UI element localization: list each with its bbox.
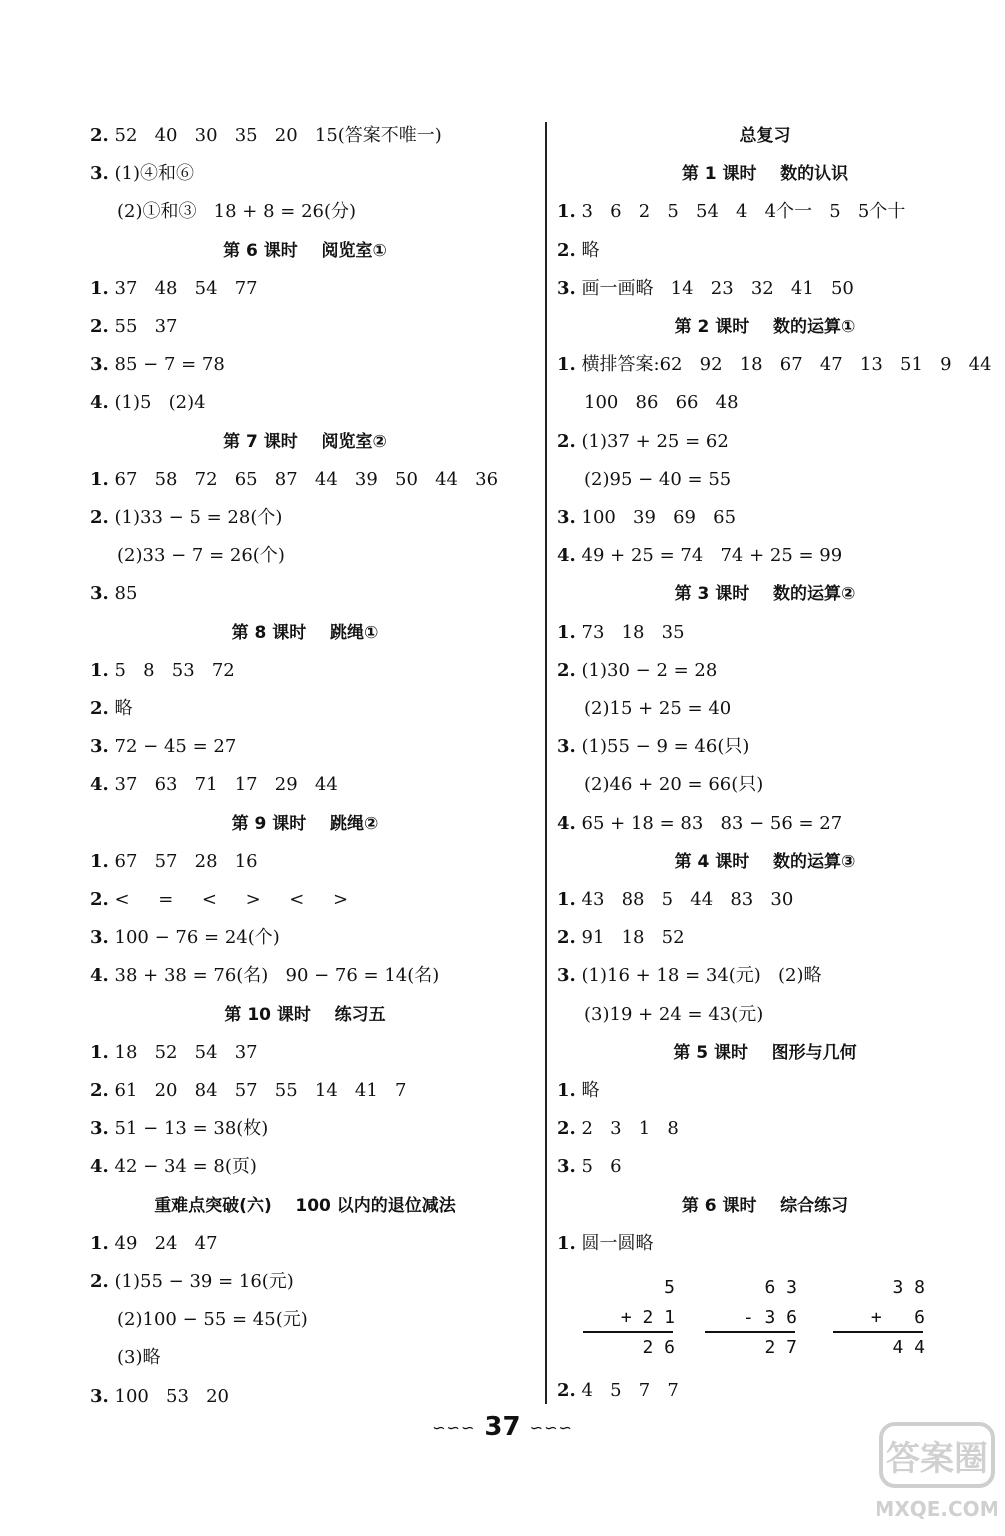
answer-text: 67 58 72 65 87 44 39 50 44 36: [108, 468, 499, 490]
answer-text: (1)30 − 2 = 28: [575, 659, 718, 681]
answer-line: [90, 392, 206, 414]
answer-text: (1)37 + 25 = 62: [575, 430, 729, 452]
answer-text: 100 53 20: [108, 1385, 230, 1407]
answer-line: [90, 889, 348, 911]
question-number: 2.: [557, 1118, 576, 1140]
question-number: 1.: [557, 1232, 576, 1254]
page-footer: [0, 1412, 1005, 1442]
question-number: 2.: [557, 239, 576, 261]
question-number: 2.: [90, 316, 109, 337]
answer-text: (3)略: [117, 1347, 161, 1369]
question-number: 1.: [90, 850, 109, 872]
question-number: 2.: [90, 1271, 109, 1292]
answer-line: [557, 965, 822, 987]
svg-text:MXQE.COM: MXQE.COM: [877, 1497, 997, 1521]
section-heading: 第 5 课时 图形与几何: [673, 1042, 857, 1063]
section-heading: 第 1 课时 数的认识: [681, 164, 849, 185]
answer-text: 42 − 34 = 8(页): [108, 1156, 257, 1178]
answer-line: [557, 622, 685, 644]
answer-line: [117, 1309, 308, 1331]
answer-line: [557, 1156, 622, 1178]
calc-underline: [583, 1331, 673, 1333]
answer-text: 横排答案:62 92 18 67 47 13 51 9 44: [575, 354, 992, 376]
question-number: 3.: [90, 1385, 109, 1407]
answer-line: [557, 507, 736, 529]
question-number: 1.: [90, 468, 109, 490]
answer-line: [90, 469, 498, 491]
question-number: 1.: [557, 621, 576, 643]
answer-text: (2)100 − 55 = 45(元): [117, 1309, 308, 1331]
answer-line: [90, 660, 235, 682]
svg-text:答案圈: 答案圈: [886, 1439, 988, 1479]
question-number: 1.: [557, 201, 576, 223]
watermark-logo: [877, 1416, 997, 1526]
answer-line: [90, 1080, 406, 1102]
answer-line: [90, 1118, 268, 1140]
question-number: 1.: [557, 354, 576, 376]
question-number: 4.: [90, 392, 109, 414]
answer-line: [90, 1271, 294, 1293]
answer-text: 49 24 47: [108, 1232, 218, 1254]
question-number: 2.: [90, 125, 109, 146]
answer-text: (2)33 − 7 = 26(个): [117, 545, 285, 567]
question-number: 2.: [557, 1380, 576, 1401]
section-heading: 第 4 课时 数的运算③: [674, 851, 856, 872]
section-heading: 第 3 课时 数的运算②: [674, 584, 856, 605]
answer-text: 73 18 35: [575, 621, 685, 643]
answer-text: 49 + 25 = 74 74 + 25 = 99: [575, 545, 843, 567]
answer-text: 37 48 54 77: [108, 277, 258, 299]
vertical-calculation: [583, 1273, 675, 1363]
answer-line: [117, 545, 285, 567]
answer-text: 画一画略 14 23 32 41 50: [575, 277, 854, 299]
question-number: 3.: [557, 1156, 576, 1178]
answer-line: [584, 1004, 763, 1026]
question-number: 1.: [90, 1041, 109, 1063]
question-number: 2.: [90, 889, 109, 910]
section-heading: 重难点突破(六) 100 以内的退位减法: [154, 1195, 456, 1216]
answer-line: [90, 354, 225, 376]
answer-line: [90, 1042, 258, 1064]
answer-line: [90, 1233, 218, 1255]
answer-text: (1)5 (2)4: [108, 392, 206, 414]
section-heading: 第 6 课时 阅览室①: [223, 240, 387, 261]
answer-text: (3)19 + 24 = 43(元): [584, 1003, 764, 1025]
answer-line: [90, 927, 280, 949]
answer-line: [557, 431, 729, 453]
answer-text: 5 6: [575, 1156, 622, 1178]
page-number: 37: [484, 1412, 521, 1442]
question-number: 3.: [90, 736, 109, 758]
question-number: 4.: [557, 545, 576, 567]
answer-text: 略: [575, 239, 600, 261]
answer-text: 100 − 76 = 24(个): [108, 927, 280, 949]
vertical-calc-res: 2 7: [742, 1337, 797, 1358]
answer-text: 5 8 53 72: [108, 659, 235, 681]
section-heading: 第 8 课时 跳绳①: [231, 622, 379, 643]
answer-text: 43 88 5 44 83 30: [575, 889, 794, 910]
answer-line: [117, 1347, 161, 1369]
answer-line: [90, 125, 442, 147]
answer-text: 52 40 30 35 20 15(答案不唯一): [108, 125, 442, 146]
answer-text: (1)16 + 18 = 34(元) (2)略: [575, 965, 822, 987]
answer-line: [557, 1233, 654, 1255]
answer-line: [90, 774, 338, 796]
question-number: 3.: [90, 354, 109, 376]
answer-text: 4 5 7 7: [575, 1380, 679, 1401]
column-divider: [545, 122, 547, 1404]
answer-line: [557, 240, 600, 262]
answer-line: [557, 927, 685, 949]
answer-line: [90, 316, 178, 338]
answer-line: [557, 201, 905, 223]
answer-text: (2)15 + 25 = 40: [584, 698, 732, 719]
calc-underline: [833, 1331, 923, 1333]
answer-line: [90, 965, 439, 987]
answer-text: 61 20 84 57 55 14 41 7: [108, 1080, 407, 1101]
question-number: 1.: [557, 1080, 576, 1101]
section-heading: 第 9 课时 跳绳②: [231, 813, 379, 834]
answer-text: 100 39 69 65: [575, 507, 737, 528]
question-number: 3.: [90, 1118, 109, 1140]
answer-line: [557, 1118, 679, 1140]
answer-text: < = < > < >: [108, 889, 349, 910]
question-number: 2.: [90, 698, 109, 719]
question-number: 1.: [90, 659, 109, 681]
question-number: 3.: [90, 163, 109, 185]
answer-line: [90, 698, 133, 720]
answer-line: [584, 392, 739, 414]
answer-text: 2 3 1 8: [575, 1118, 679, 1140]
answer-line: [90, 851, 258, 873]
question-number: 3.: [90, 927, 109, 949]
answer-text: 72 − 45 = 27: [108, 736, 237, 758]
answer-text: 37 63 71 17 29 44: [108, 774, 338, 796]
question-number: 3.: [557, 277, 576, 299]
answer-text: (1)33 − 5 = 28(个): [108, 507, 283, 528]
vertical-calc-top: 5: [620, 1277, 675, 1298]
vertical-calc-mid: + 6: [870, 1307, 925, 1328]
question-number: 2.: [557, 927, 576, 949]
answer-text: (2)95 − 40 = 55: [584, 468, 732, 490]
answer-line-last: [557, 1380, 679, 1402]
question-number: 3.: [557, 736, 576, 758]
answer-line: [557, 813, 842, 835]
answer-text: 圆一圆略: [575, 1232, 654, 1254]
answer-line: [557, 354, 992, 376]
question-number: 1.: [90, 1232, 109, 1254]
section-heading: 第 2 课时 数的运算①: [674, 317, 856, 337]
answer-line: [90, 278, 258, 300]
answer-text: (1)55 − 39 = 16(元): [108, 1271, 294, 1292]
answer-text: (2)①和③ 18 + 8 = 26(分): [117, 201, 357, 223]
question-number: 3.: [90, 583, 109, 605]
question-number: 1.: [557, 889, 576, 910]
section-heading: 第 10 课时 练习五: [224, 1004, 386, 1025]
answer-text: 91 18 52: [575, 927, 685, 949]
vertical-calculation: [833, 1273, 925, 1363]
answer-text: 67 57 28 16: [108, 850, 258, 872]
answer-text: 18 52 54 37: [108, 1041, 258, 1063]
answer-line: [90, 583, 137, 605]
answer-text: 55 37: [108, 316, 178, 337]
answer-text: 3 6 2 5 54 4 4个一 5 5个十: [575, 201, 906, 223]
question-number: 4.: [90, 774, 109, 796]
question-number: 4.: [90, 1156, 109, 1178]
answer-text: 85 − 7 = 78: [108, 354, 225, 376]
vertical-calc-top: 3 8: [870, 1277, 925, 1298]
answer-line: [117, 201, 356, 223]
wave-ornament-left: ∽∽∽: [432, 1418, 476, 1437]
answer-line: [557, 736, 749, 758]
question-number: 2.: [557, 659, 576, 681]
answer-text: 85: [108, 583, 138, 605]
answer-line: [584, 469, 731, 491]
vertical-calc-res: 2 6: [620, 1337, 675, 1358]
calc-underline: [705, 1331, 795, 1333]
question-number: 4.: [90, 965, 109, 987]
answer-line: [557, 1080, 600, 1102]
answer-text: 略: [575, 1080, 600, 1101]
answer-line: [557, 278, 854, 300]
answer-line: [557, 889, 793, 911]
answer-line: [90, 736, 236, 758]
answer-line: [584, 698, 731, 720]
answer-text: 51 − 13 = 38(枚): [108, 1118, 269, 1140]
question-number: 1.: [90, 277, 109, 299]
vertical-calc-res: 4 4: [870, 1337, 925, 1358]
answer-text: 100 86 66 48: [584, 392, 739, 414]
vertical-calculation: [705, 1273, 797, 1363]
question-number: 3.: [557, 965, 576, 987]
answer-text: 65 + 18 = 83 83 − 56 = 27: [575, 812, 843, 834]
answer-line: [557, 545, 842, 567]
wave-ornament-right: ∽∽∽: [529, 1418, 573, 1437]
vertical-calc-mid: + 2 1: [620, 1307, 675, 1328]
answer-line: [90, 507, 282, 529]
question-number: 2.: [90, 1080, 109, 1101]
section-heading: 第 7 课时 阅览室②: [223, 431, 387, 452]
answer-text: 略: [108, 698, 133, 719]
section-heading: 总复习: [739, 126, 791, 146]
section-heading: 第 6 课时 综合练习: [681, 1195, 849, 1216]
answer-text: 38 + 38 = 76(名) 90 − 76 = 14(名): [108, 965, 440, 987]
question-number: 2.: [90, 507, 109, 528]
vertical-calc-mid: - 3 6: [742, 1307, 797, 1328]
answer-text: (1)④和⑥: [108, 163, 195, 185]
question-number: 2.: [557, 430, 576, 452]
answer-text: (1)55 − 9 = 46(只): [575, 736, 750, 758]
answer-line: [90, 1386, 229, 1408]
vertical-calc-top: 6 3: [742, 1277, 797, 1298]
question-number: 3.: [557, 507, 576, 528]
answer-line: [584, 774, 763, 796]
answer-line: [90, 1156, 257, 1178]
question-number: 4.: [557, 812, 576, 834]
answer-line: [90, 163, 194, 185]
answer-line: [557, 660, 717, 682]
answer-text: (2)46 + 20 = 66(只): [584, 774, 764, 796]
